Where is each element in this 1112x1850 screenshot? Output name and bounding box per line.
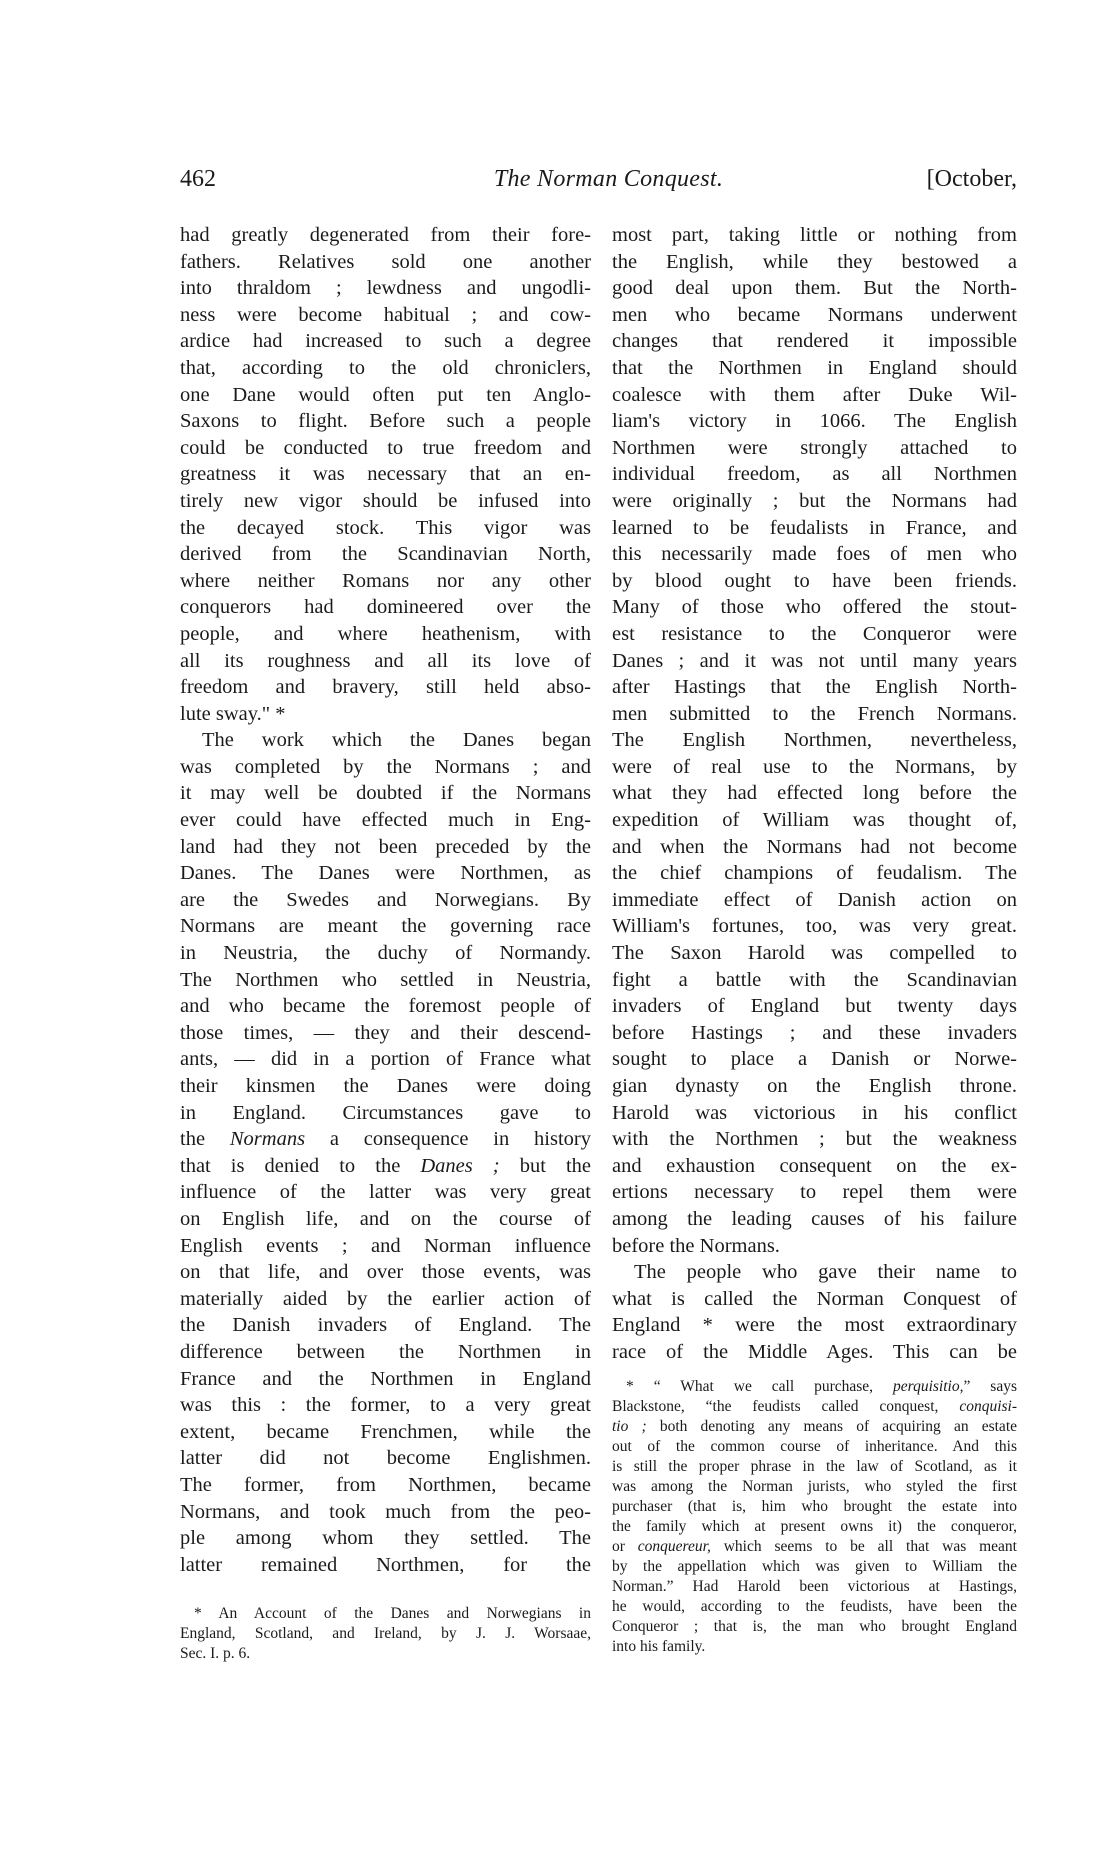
text-line: men submitted to the French Normans. [612, 702, 1017, 725]
running-title-text: The Norman Conquest. [493, 166, 724, 192]
footnote-line: is still the proper phrase in the law of Scotland, as it [612, 1458, 1017, 1475]
text-line: The former, from Northmen, became [180, 1473, 591, 1496]
text-line: land had they not been preceded by the [180, 835, 591, 858]
text-line: had greatly degenerated from their fore- [180, 224, 591, 246]
text-line: all its roughness and all its love of [180, 649, 591, 672]
text-line: sought to place a Danish or Norwe- [612, 1048, 1017, 1071]
issue-month: [October, [926, 166, 1017, 192]
text-line: latter remained Northmen, for the [180, 1553, 591, 1576]
text-line: conquerors had domineered over the [180, 596, 591, 619]
italic-term: tio ; [612, 1418, 647, 1435]
italic-term: Danes ; [420, 1154, 500, 1177]
text-line: fight a battle with the Scandinavian [612, 968, 1017, 991]
running-title [180, 163, 1017, 195]
text-line: after Hastings that the English North- [612, 676, 1017, 699]
text-line: people, and where heathenism, with [180, 622, 591, 645]
text-line: derived from the Scandinavian North, [180, 543, 591, 566]
footnote-line: * “ What we call purchase, perquisitio,” says [626, 1378, 1017, 1395]
footnote-line: purchaser (that is, him who brought the estate into [612, 1498, 1017, 1515]
footnote-line: or conquereur, which seems to be all that was meant [612, 1538, 1017, 1555]
text-line: ertions necessary to repel them were [612, 1181, 1017, 1204]
text-line: The English Northmen, nevertheless, [612, 729, 1017, 752]
text-line: the decayed stock. This vigor was [180, 516, 591, 539]
footnote-worsaae [180, 1604, 591, 1664]
text-line: latter did not become Englishmen. [180, 1447, 591, 1470]
text-line: William's fortunes, too, was very great. [612, 915, 1017, 938]
footnote-line: he would, according to the feudists, have been the [612, 1598, 1017, 1615]
text-line: lute sway." * [180, 702, 286, 725]
text-line: difference between the Northmen in [180, 1340, 591, 1363]
text-line: the chief champions of feudalism. The [612, 862, 1017, 885]
text-line: were originally ; but the Normans had [612, 489, 1017, 512]
footnote-line: Norman.” Had Harold been victorious at Hastings, [612, 1578, 1017, 1595]
text-line: fathers. Relatives sold one another [180, 250, 591, 273]
text-line: learned to be feudalists in France, and [612, 516, 1017, 539]
text-line: into thraldom ; lewdness and ungodli- [180, 277, 591, 300]
text-line: greatness it was necessary that an en- [180, 463, 591, 486]
text-line: and who became the foremost people of [180, 995, 591, 1018]
text-line: influence of the latter was very great [180, 1181, 591, 1204]
footnote-line: into his family. [612, 1638, 706, 1655]
text-line: were of real use to the Normans, by [612, 755, 1017, 778]
text-line: coalesce with them after Duke Wil- [612, 383, 1017, 406]
footnote-line: Blackstone, “the feudists called conquest, conquisi- [612, 1398, 1017, 1415]
italic-term: conquisi- [959, 1398, 1017, 1415]
text-line: ever could have effected much in Eng- [180, 809, 591, 832]
footnote-blackstone [612, 1377, 1017, 1657]
text-line: Many of those who offered the stout- [612, 596, 1017, 619]
text-line: where neither Romans nor any other [180, 569, 591, 592]
text-line: was this : the former, to a very great [180, 1394, 591, 1417]
text-line: expedition of William was thought of, [612, 809, 1017, 832]
text-line: Normans are meant the governing race [180, 915, 591, 938]
text-line: tirely new vigor should be infused into [180, 489, 591, 512]
text-line: one Dane would often put ten Anglo- [180, 383, 591, 406]
text-line: and when the Normans had not become [612, 835, 1017, 858]
text-line: Northmen were strongly attached to [612, 436, 1017, 459]
text-line: that, according to the old chroniclers, [180, 356, 591, 379]
italic-term: Normans [229, 1128, 306, 1151]
footnote-line: tio ; both denoting any means of acquiring an estate [612, 1418, 1018, 1435]
text-line: Danes. The Danes were Northmen, as [180, 862, 591, 885]
text-line: those times, — they and their descend- [180, 1021, 591, 1044]
text-line: among the leading causes of his failure [612, 1207, 1017, 1230]
text-line: materially aided by the earlier action of [180, 1287, 591, 1310]
text-line: The Northmen who settled in Neustria, [180, 968, 591, 991]
running-header [180, 163, 1017, 195]
text-line-with-italic: that is denied to the Danes ; but the [180, 1154, 592, 1177]
text-line: the English, while they bestowed a [612, 250, 1017, 273]
text-line: gian dynasty on the English throne. [612, 1075, 1017, 1097]
text-line: ardice had increased to such a degree [180, 330, 591, 353]
italic-term: conquereur, [637, 1538, 711, 1555]
text-line: before Hastings ; and these invaders [612, 1021, 1017, 1044]
left-column [180, 222, 591, 1578]
text-line: Danes ; and it was not until many years [612, 649, 1017, 672]
footnote-line: the family which at present owns it) the conqueror, [612, 1518, 1017, 1535]
text-line: individual freedom, as all Northmen [612, 463, 1017, 486]
text-line: race of the Middle Ages. This can be [612, 1340, 1017, 1363]
footnote-line: * An Account of the Danes and Norwegians in [194, 1605, 591, 1622]
text-line: ple among whom they settled. The [180, 1527, 591, 1550]
italic-term: perquisitio, [892, 1378, 964, 1395]
text-line: Harold was victorious in his conflict [612, 1101, 1017, 1124]
text-line: before the Normans. [612, 1234, 780, 1257]
text-line: Saxons to flight. Before such a people [180, 410, 591, 433]
text-line: liam's victory in 1066. The English [612, 410, 1017, 433]
text-line: in Neustria, the duchy of Normandy. [180, 942, 591, 965]
text-line: England * were the most extraordinary [612, 1314, 1017, 1337]
text-line: English events ; and Norman influence [180, 1234, 591, 1257]
page-number: 462 [180, 166, 216, 192]
footnote-line: England, Scotland, and Ireland, by J. J. Worsaae, [180, 1625, 591, 1642]
paragraph-start-line: The people who gave their name to [634, 1261, 1017, 1284]
footnote-line: out of the common course of inheritance. And this [612, 1438, 1017, 1455]
text-line: men who became Normans underwent [612, 303, 1017, 326]
text-line: est resistance to the Conqueror were [612, 622, 1017, 645]
footnote-line: Conqueror ; that is, the man who brought England [612, 1618, 1017, 1635]
text-line: most part, taking little or nothing from [612, 224, 1017, 246]
text-line: freedom and bravery, still held abso- [180, 676, 591, 699]
paragraph-start-line: The work which the Danes began [202, 729, 591, 752]
text-line: immediate effect of Danish action on [612, 888, 1017, 911]
text-line: what they had effected long before the [612, 782, 1017, 805]
text-line: good deal upon them. But the North- [612, 277, 1017, 300]
text-line: ants, — did in a portion of France what [180, 1048, 591, 1071]
text-line: changes that rendered it impossible [612, 330, 1017, 353]
text-line: extent, became Frenchmen, while the [180, 1420, 591, 1443]
text-line: France and the Northmen in England [180, 1367, 591, 1390]
right-column [612, 222, 1017, 1366]
text-line: what is called the Norman Conquest of [612, 1287, 1017, 1310]
text-line: that the Northmen in England should [612, 356, 1017, 379]
footnote-line: by the appellation which was given to William the [612, 1558, 1017, 1575]
text-line: ness were become habitual ; and cow- [180, 303, 591, 326]
footnote-line: Sec. I. p. 6. [180, 1645, 251, 1662]
text-line: this necessarily made foes of men who [612, 543, 1017, 566]
text-line: it may well be doubted if the Normans [180, 782, 591, 805]
text-line: are the Swedes and Norwegians. By [180, 888, 591, 911]
text-line: could be conducted to true freedom and [180, 436, 591, 459]
text-line: Normans, and took much from the peo- [180, 1500, 591, 1523]
text-line: The Saxon Harold was compelled to [612, 942, 1017, 965]
text-line: their kinsmen the Danes were doing [180, 1075, 591, 1097]
text-line: on that life, and over those events, was [180, 1261, 591, 1284]
text-line: with the Northmen ; but the weakness [612, 1128, 1017, 1151]
footnote-line: was among the Norman jurists, who styled the first [612, 1478, 1017, 1495]
text-line: and exhaustion consequent on the ex- [612, 1154, 1017, 1177]
text-line: was completed by the Normans ; and [180, 755, 591, 778]
text-line: on English life, and on the course of [180, 1207, 591, 1230]
text-line: the Danish invaders of England. The [180, 1314, 591, 1337]
text-line-with-italic: the Normans a consequence in history [180, 1128, 591, 1151]
text-line: by blood ought to have been friends. [612, 569, 1017, 592]
text-line: in England. Circumstances gave to [180, 1101, 591, 1124]
text-line: invaders of England but twenty days [612, 995, 1017, 1018]
